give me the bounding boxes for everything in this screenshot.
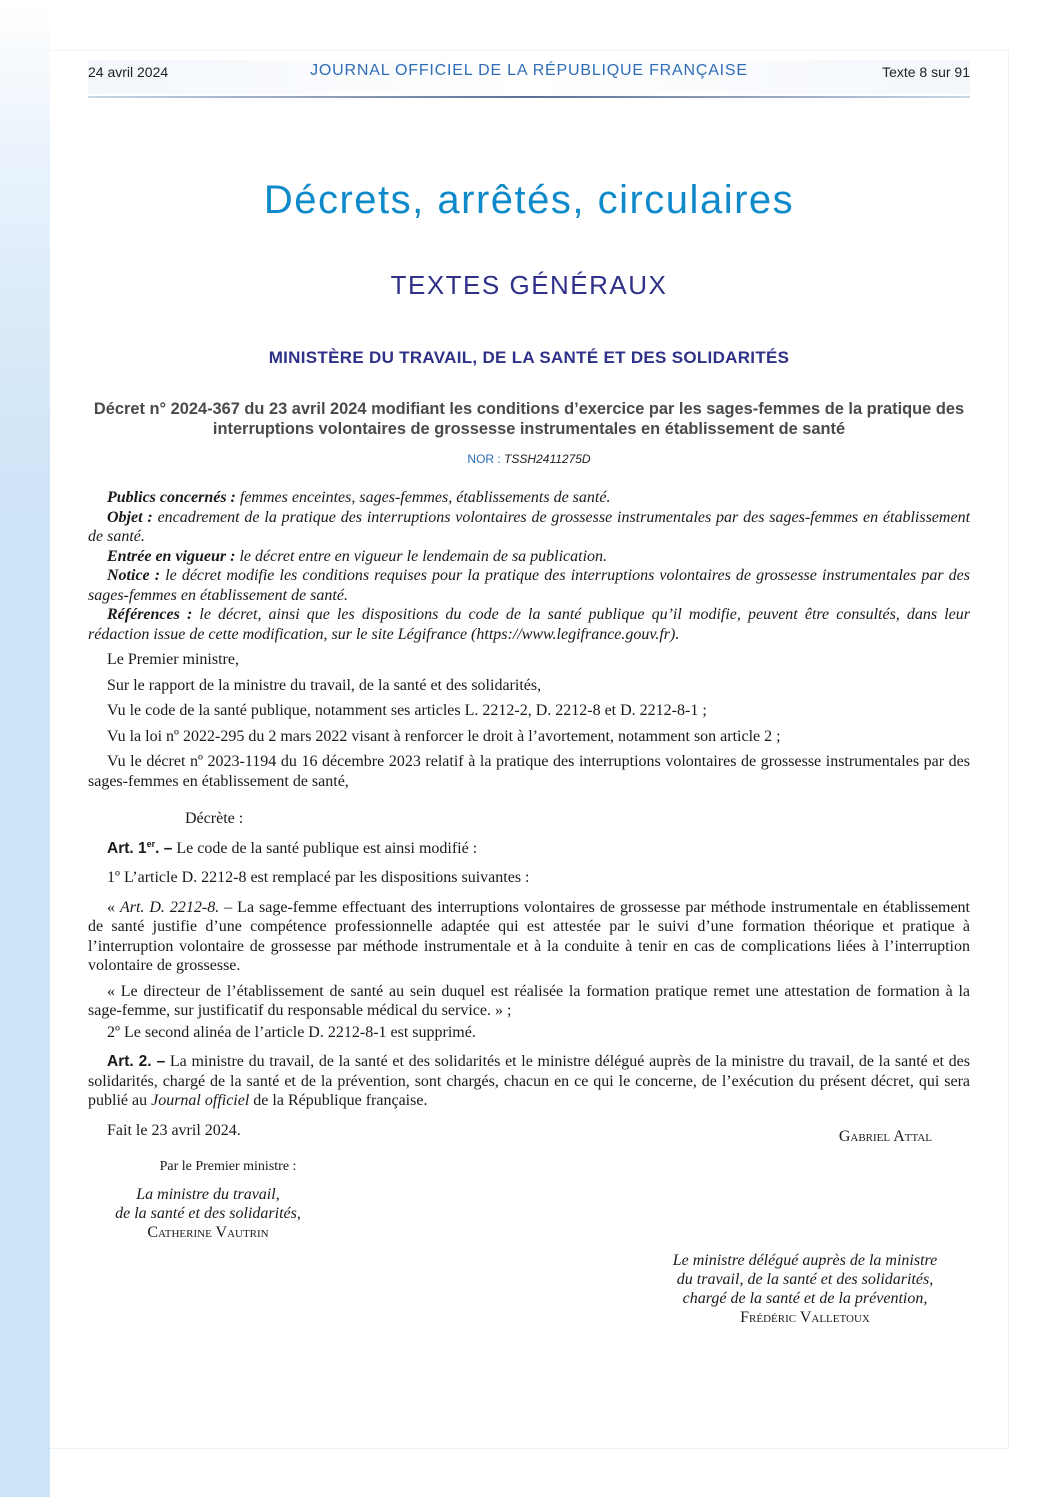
quote-open: «: [107, 898, 115, 916]
article-1-text: Le code de la santé publique est ainsi modifié :: [176, 839, 478, 857]
summary-block: [88, 488, 970, 644]
minister-2-role: Le ministre délégué auprès de la ministre: [672, 1252, 938, 1269]
signature-block-minister-1: [80, 1157, 336, 1242]
preamble-line: Vu le décret nº 2023-1194 du 16 décembre 2023 relatif à la pratique des interruptions volontaires de grossesse instrumentales par des sages-femmes en établissement de santé,: [88, 753, 970, 790]
fait-le-date: Fait le 23 avril 2024.: [107, 1121, 241, 1139]
minister-1-name: Catherine Vautrin: [147, 1224, 269, 1241]
header-divider: [88, 96, 970, 98]
summary-text: femmes enceintes, sages-femmes, établissements de santé.: [239, 489, 611, 506]
summary-text: le décret modifie les conditions requises pour la pratique des interruptions volontaires de grossesse instrumentales par des sages-femmes en établissement de santé.: [88, 567, 971, 604]
quoted-article-text: – La sage-femme effectuant des interruptions volontaires de grossesse par méthode instrumentale en établissement de santé justifie d’une compétence professionnelle adaptée qui est attestée par le suivi d’une formation théorique et pratique à l’interruption volontaire de grossesse par méthode instrumentale et à la conduite à tenir en cas de complications liées à l’interruption volontaire de grossesse.: [88, 898, 971, 974]
preamble-line: Vu le code de la santé publique, notamment ses articles L. 2212-2, D. 2212-8 et D. 2212-8-1 ;: [107, 702, 707, 719]
left-margin-band: [0, 0, 50, 1497]
article-2-text-end: de la République française.: [253, 1092, 428, 1109]
quoted-article-ref: Art. D. 2212-8.: [119, 898, 220, 916]
article-1-label: [107, 840, 172, 857]
nor-value: TSSH2411275D: [504, 452, 591, 466]
summary-entree: [88, 547, 970, 567]
article-1-quote: [88, 898, 970, 976]
minister-1-role: de la santé et des solidarités,: [115, 1205, 301, 1222]
ministry-heading: MINISTÈRE DU TRAVAIL, DE LA SANTÉ ET DES SOLIDARITÉS: [268, 348, 790, 367]
summary-text: le décret entre en vigueur le lendemain de sa publication.: [239, 547, 608, 565]
article-2-label: Art. 2. –: [107, 1053, 166, 1070]
section-title: Décrets, arrêtés, circulaires: [263, 178, 795, 222]
signature-prime-minister: Gabriel Attal: [838, 1128, 932, 1145]
decrete-line: Décrète :: [185, 810, 244, 827]
minister-1-role: La ministre du travail,: [136, 1186, 280, 1203]
page-header: [88, 60, 970, 94]
decree-body: [88, 488, 970, 1140]
article-1-quote-2: « Le directeur de l’établissement de santé au sein duquel est réalisée la formation pratique remet une attestation de formation à la sage-femme, sur justificatif du responsable médical du service. » ;: [88, 982, 970, 1019]
summary-references: [88, 605, 970, 644]
decree-title: Décret n° 2024-367 du 23 avril 2024 modifiant les conditions d’exercice par les sages-femmes de la pratique des interruptions volontaires de grossesse instrumentales en établissement de santé: [93, 400, 965, 438]
summary-label: Notice :: [107, 567, 161, 584]
header-date: 24 avril 2024: [88, 64, 169, 80]
article-1-item-1: 1º L’article D. 2212-8 est remplacé par les dispositions suivantes :: [107, 869, 530, 886]
preamble-line: Vu la loi nº 2022-295 du 2 mars 2022 visant à renforcer le droit à l’avortement, notamment son article 2 ;: [107, 727, 781, 745]
header-page-info: Texte 8 sur 91: [882, 64, 970, 80]
signature-block-minister-2: [625, 1251, 985, 1327]
article-1-intro: [88, 839, 970, 859]
summary-text: encadrement de la pratique des interruptions volontaires de grossesse instrumentales par des sages-femmes en établissement de santé.: [88, 508, 971, 545]
nor-label: NOR :: [467, 452, 501, 466]
article-1-dash: . –: [155, 839, 173, 857]
article-2: [88, 1052, 970, 1111]
summary-objet: [88, 508, 970, 547]
minister-2-role: chargé de la santé et de la prévention,: [682, 1290, 928, 1307]
minister-2-role: du travail, de la santé et des solidarités,: [676, 1271, 934, 1288]
subsection-title: TEXTES GÉNÉRAUX: [390, 270, 668, 300]
minister-2-name: Frédéric Valletoux: [740, 1309, 870, 1326]
summary-label: Objet :: [107, 508, 153, 526]
summary-notice: [88, 566, 970, 605]
header-journal-title: JOURNAL OFFICIEL DE LA RÉPUBLIQUE FRANÇAISE: [310, 62, 748, 79]
summary-label: Références :: [107, 606, 193, 623]
summary-publics: [88, 488, 970, 508]
preamble-line: Sur le rapport de la ministre du travail, de la santé et des solidarités,: [107, 676, 542, 694]
article-1-number: Art. 1: [107, 839, 147, 857]
summary-label: Publics concernés :: [107, 489, 236, 506]
preamble-line: Le Premier ministre,: [107, 651, 239, 668]
article-2-text: La ministre du travail, de la santé et des solidarités et le ministre délégué auprès de la ministre du travail, de la santé et des solidarités, chargé de la santé et de la prévention, sont chargés, chacun en ce qui le concerne, de l’exécution du présent décret, qui sera publié au: [88, 1053, 971, 1109]
article-1-item-2: 2º Le second alinéa de l’article D. 2212-8-1 est supprimé.: [107, 1023, 476, 1041]
par-le-premier-ministre: Par le Premier ministre :: [159, 1159, 297, 1174]
article-1-sup: er: [146, 838, 156, 849]
summary-label: Entrée en vigueur :: [107, 547, 236, 565]
summary-text: le décret, ainsi que les dispositions du code de la santé publique qu’il modifie, peuvent être consultés, dans leur rédaction issue de cette modification, sur le site Légifrance (https://www.legifrance.gouv.fr).: [88, 606, 971, 643]
article-2-journal-ref: Journal officiel: [151, 1092, 250, 1109]
nor-reference: [50, 452, 1008, 466]
